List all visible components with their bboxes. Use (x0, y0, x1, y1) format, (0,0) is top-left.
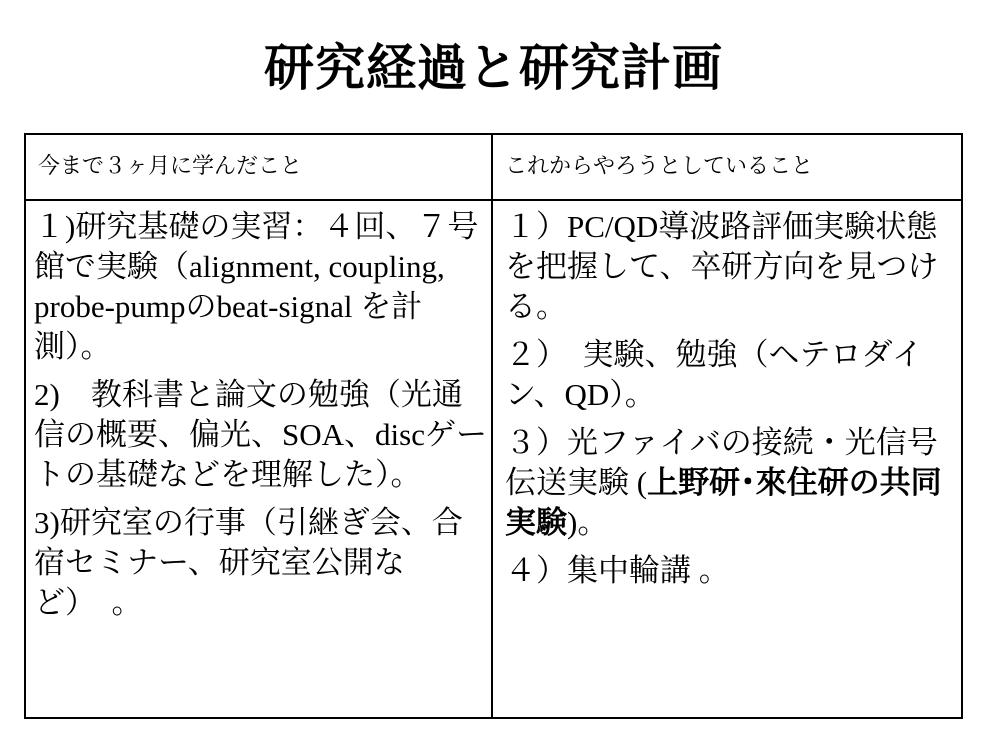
slide-title: 研究経過と研究計画 (264, 39, 723, 97)
learned-item-1: １)研究基礎の実習：４回、７号館で実験（alignment, coupling, probe-pumpのbeat-signal を計測）。 (34, 209, 479, 364)
planned-item-3-tail: )。 (567, 505, 609, 540)
planned-cell (492, 200, 962, 718)
planned-item-2: ２） 実験、勉強（ヘテロダイン、QD）。 (505, 337, 923, 412)
table-body-row (25, 200, 962, 718)
header-learned: 今まで３ヶ月に学んだこと (25, 134, 492, 200)
planned-item-3-text: ３）光ファイバの接続・光信号伝送実験 ( (505, 425, 938, 500)
planned-item-3 (505, 423, 957, 543)
learned-cell (25, 200, 492, 718)
planned-item-4: ４）集中輪講 。 (505, 553, 730, 588)
learned-item-3: 3)研究室の行事（引継ぎ会、合宿セミナー、研究室公開など） 。 (34, 505, 463, 620)
plan-table (24, 133, 963, 719)
table-header-row (25, 134, 962, 200)
joint-experiment-label: 上野研･來住研の共同実験 (505, 465, 942, 541)
learned-item-2: 2) 教科書と論文の勉強（光通信の概要、偏光、SOA、discゲートの基礎などを理解した）。 (34, 377, 487, 492)
planned-item-1: １）PC/QD導波路評価実験状態を把握して、卒研方向を見つける。 (505, 209, 939, 324)
header-planned: これからやろうとしていること (492, 134, 962, 200)
